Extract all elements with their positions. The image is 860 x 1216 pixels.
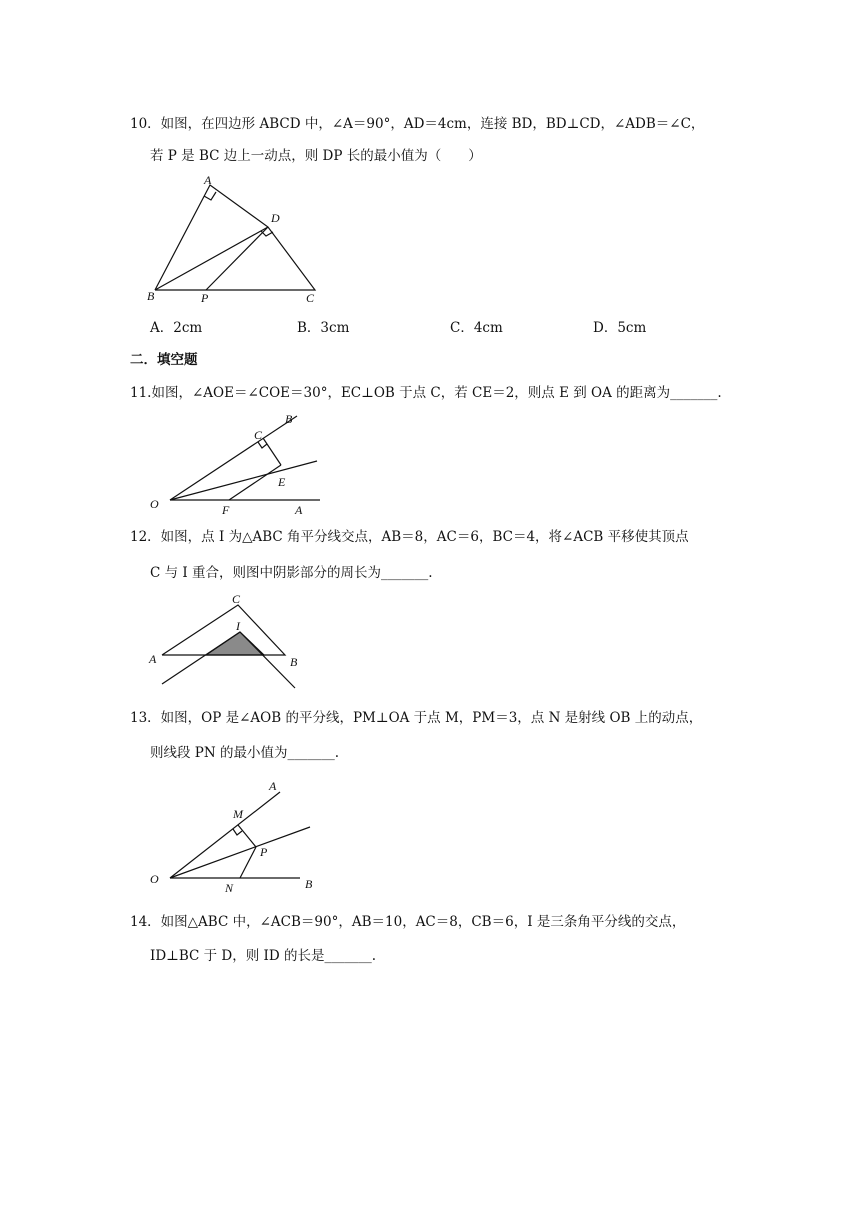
q11-segment-ce [263, 438, 281, 465]
q10-line1: 10．如图，在四边形 ABCD 中，∠A＝90°，AD＝4cm，连接 BD，BD⊥CD，∠ADB＝∠C， [130, 116, 705, 132]
q10-label-d: D [271, 211, 280, 225]
q14-line1: 14．如图△ABC 中，∠ACB＝90°，AB＝10，AC＝8，CB＝6，I 是三条角平分线的交点， [130, 914, 686, 930]
q10-figure [140, 170, 340, 310]
q11-ray-oe [170, 461, 317, 500]
q12-translated-side-cb [240, 632, 295, 688]
q11-label-b: B [285, 412, 293, 426]
q10-label-p: P [201, 291, 209, 305]
q10-option-d: D．5cm [593, 320, 647, 336]
q11-label-e: E [278, 475, 286, 489]
q12-label-i: I [236, 619, 240, 633]
q13-label-o: O [150, 872, 159, 886]
q10-label-a: A [204, 173, 212, 187]
q10-segment-dp [206, 227, 268, 290]
q12-line2: C 与 I 重合，则图中阴影部分的周长为_______. [150, 565, 433, 581]
q13-label-n: N [225, 881, 234, 895]
q11-label-a: A [295, 503, 303, 517]
q11-label-f: F [222, 503, 230, 517]
q10-option-c: C．4cm [450, 320, 503, 336]
q13-line1: 13．如图，OP 是∠AOB 的平分线，PM⊥OA 于点 M，PM＝3，点 N 是射线 OB 上的动点， [130, 710, 703, 726]
q14-line2: ID⊥BC 于 D，则 ID 的长是_______. [150, 948, 377, 964]
q10-label-b: B [147, 289, 155, 303]
q12-translated-side-ca [162, 632, 240, 684]
q13-ray-op [170, 827, 310, 878]
q10-option-a: A．2cm [150, 320, 203, 336]
q10-option-b: B．3cm [297, 320, 350, 336]
q12-figure [140, 590, 320, 700]
q10-line2: 若 P 是 BC 边上一动点，则 DP 长的最小值为（ ） [150, 148, 482, 164]
section-title: 二．填空题 [130, 352, 198, 368]
q10-label-c: C [306, 291, 315, 305]
q12-line1: 12．如图，点 I 为△ABC 角平分线交点，AB＝8，AC＝6，BC＝4，将∠ACB 平移使其顶点 [130, 529, 689, 545]
q11-line1: 11.如图，∠AOE＝∠COE＝30°，EC⊥OB 于点 C，若 CE＝2，则点 E 到 OA 的距离为_______. [130, 385, 722, 401]
q12-label-b: B [290, 655, 298, 669]
q13-segment-pm [238, 825, 256, 847]
q12-label-c: C [232, 592, 241, 606]
q13-label-b: B [305, 877, 313, 891]
q11-label-o: O [150, 497, 159, 511]
q13-ray-oa [170, 792, 280, 878]
q13-line2: 则线段 PN 的最小值为_______. [150, 745, 340, 761]
q10-quadrilateral [155, 185, 315, 290]
q13-right-angle-m [233, 829, 242, 835]
q13-label-m: M [233, 807, 243, 821]
q13-label-p: P [260, 845, 268, 859]
q11-figure [145, 408, 345, 518]
q13-figure [145, 770, 335, 895]
q11-label-c: C [254, 428, 263, 442]
q12-label-a: A [149, 652, 157, 666]
q13-label-a: A [269, 779, 277, 793]
